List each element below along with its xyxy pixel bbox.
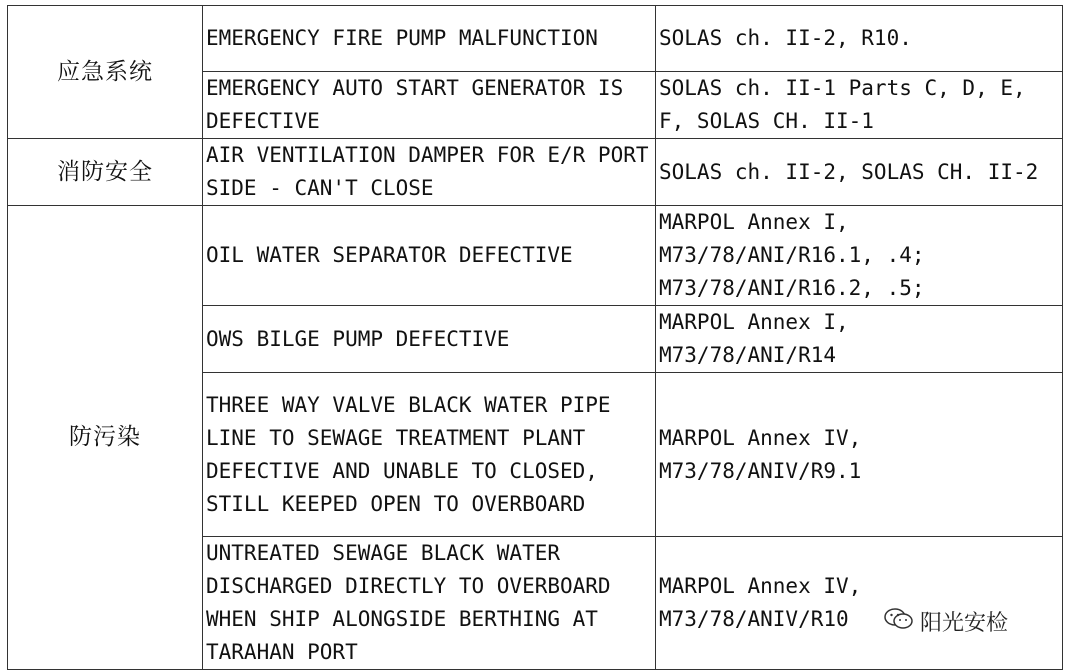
category-cell: 应急系统 bbox=[8, 6, 203, 139]
watermark bbox=[880, 606, 1012, 637]
deficiency-item-cell: UNTREATED SEWAGE BLACK WATER DISCHARGED DIRECTLY TO OVERBOARD WHEN SHIP ALONGSIDE BERTHING AT TARAHAN PORT bbox=[203, 537, 656, 670]
regulation-reference-cell: SOLAS ch. II-2, R10. bbox=[656, 6, 1063, 72]
deficiency-table bbox=[7, 5, 1063, 670]
category-cell: 防污染 bbox=[8, 206, 203, 670]
category-cell: 消防安全 bbox=[8, 139, 203, 206]
watermark-text: 阳光安检 bbox=[920, 611, 1009, 636]
table-row bbox=[8, 6, 1063, 72]
regulation-reference-cell: MARPOL Annex I, M73/78/ANI/R16.1, .4; M73/78/ANI/R16.2, .5; bbox=[656, 206, 1063, 306]
deficiency-item-cell: AIR VENTILATION DAMPER FOR E/R PORT SIDE - CAN'T CLOSE bbox=[203, 139, 656, 206]
deficiency-item-cell: THREE WAY VALVE BLACK WATER PIPE LINE TO SEWAGE TREATMENT PLANT DEFECTIVE AND UNABLE TO CLOSED, STILL KEEPED OPEN TO OVERBOARD bbox=[203, 373, 656, 537]
wechat-icon bbox=[884, 607, 920, 637]
deficiency-item-cell: OIL WATER SEPARATOR DEFECTIVE bbox=[203, 206, 656, 306]
regulation-reference-cell: MARPOL Annex IV, M73/78/ANIV/R10 bbox=[656, 537, 1063, 670]
regulation-reference-cell: SOLAS ch. II-1 Parts C, D, E, F, SOLAS CH. II-1 bbox=[656, 72, 1063, 139]
regulation-reference-cell: MARPOL Annex I, M73/78/ANI/R14 bbox=[656, 306, 1063, 373]
deficiency-item-cell: EMERGENCY AUTO START GENERATOR IS DEFECTIVE bbox=[203, 72, 656, 139]
table-row bbox=[8, 206, 1063, 306]
regulation-reference-cell: SOLAS ch. II-2, SOLAS CH. II-2 bbox=[656, 139, 1063, 206]
deficiency-item-cell: OWS BILGE PUMP DEFECTIVE bbox=[203, 306, 656, 373]
regulation-reference-cell: MARPOL Annex IV, M73/78/ANIV/R9.1 bbox=[656, 373, 1063, 537]
table-row bbox=[8, 139, 1063, 206]
deficiency-item-cell: EMERGENCY FIRE PUMP MALFUNCTION bbox=[203, 6, 656, 72]
